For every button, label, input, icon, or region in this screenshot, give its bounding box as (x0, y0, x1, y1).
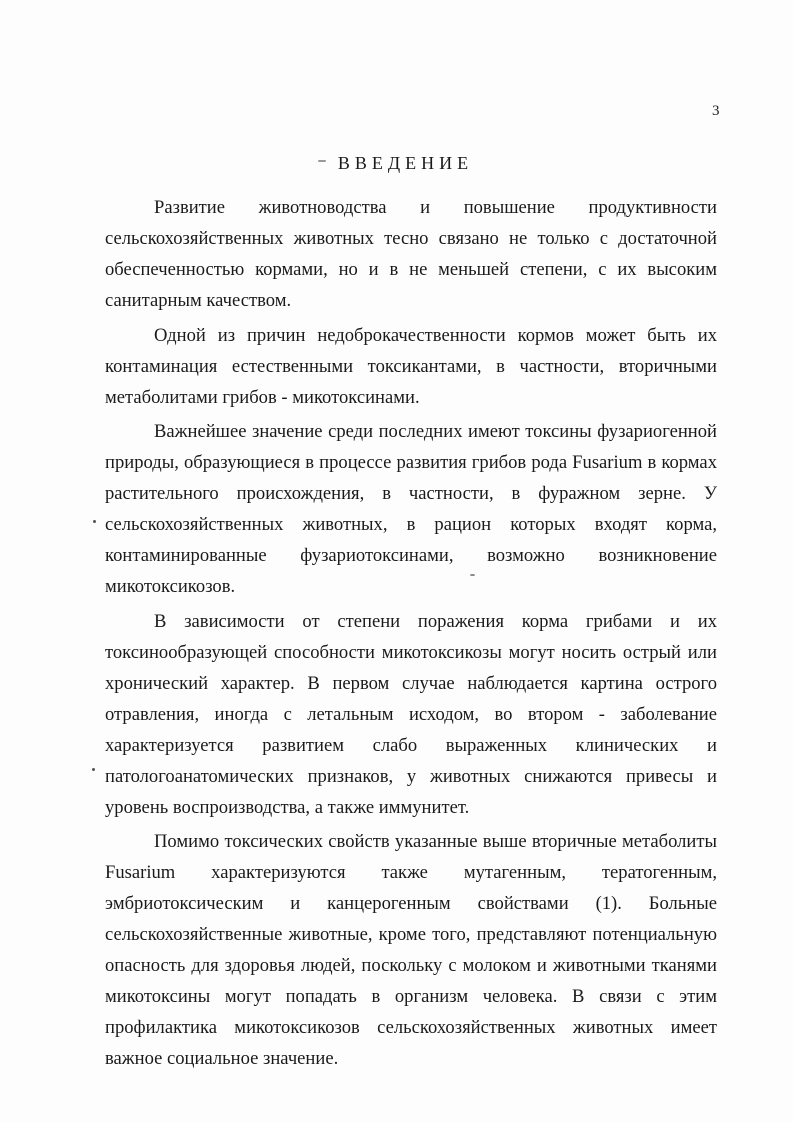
scan-speck (92, 768, 95, 771)
paragraph-2: Одной из причин недоброкачественности кормов может быть их контаминация естественными токсикантами, в частности, вторичными метаболитами грибов - микотоксинами. (105, 324, 717, 408)
section-heading: ВВЕДЕНИЕ (337, 153, 474, 173)
paragraph-3: Важнейшее значение среди последних имеют токсины фузариогенной природы, образующиеся в процессе развития грибов рода Fusarium в кормах растительного происхождения, в частности, в фуражном зерне. У сельскохозяйственных животных, в рацион которых входят корма, контаминированные фузариотоксинами, возможно возникновение микотоксикозов. (105, 421, 717, 597)
scan-speck (93, 520, 96, 523)
body-text (105, 192, 717, 1078)
paragraph-4: В зависимости от степени поражения корма грибами и их токсинообразующей способности микотоксикозы могут носить острый или хронический характер. В первом случае наблюдается картина острого отравления, иногда с летальным исходом, во втором - заболевание характеризуется развитием слабо выраженных клинических и патологоанатомических признаков, у животных снижаются привесы и уровень воспроизводства, а также иммунитет. (105, 610, 717, 818)
scan-speck (470, 574, 475, 576)
page-number: 3 (712, 103, 720, 119)
paragraph-5: Помимо токсических свойств указанные выше вторичные метаболиты Fusarium характеризуются также мутагенным, тератогенным, эмбриотоксическим и канцерогенным свойствами (1). Больные сельскохозяйственные животные, кроме того, представляют потенциальную опасность для здоровья людей, поскольку с молоком и животными тканями микотоксины могут попадать в организм человека. В связи с этим профилактика микотоксикозов сельскохозяйственных животных имеет важное социальное значение. (105, 831, 717, 1069)
scan-speck (318, 160, 326, 162)
paragraph-1: Развитие животноводства и повышение продуктивности сельскохозяйственных животных тесно связано не только с достаточной обеспеченностью кормами, но и в не меньшей степени, с их высоким санитарным качеством. (105, 197, 717, 311)
